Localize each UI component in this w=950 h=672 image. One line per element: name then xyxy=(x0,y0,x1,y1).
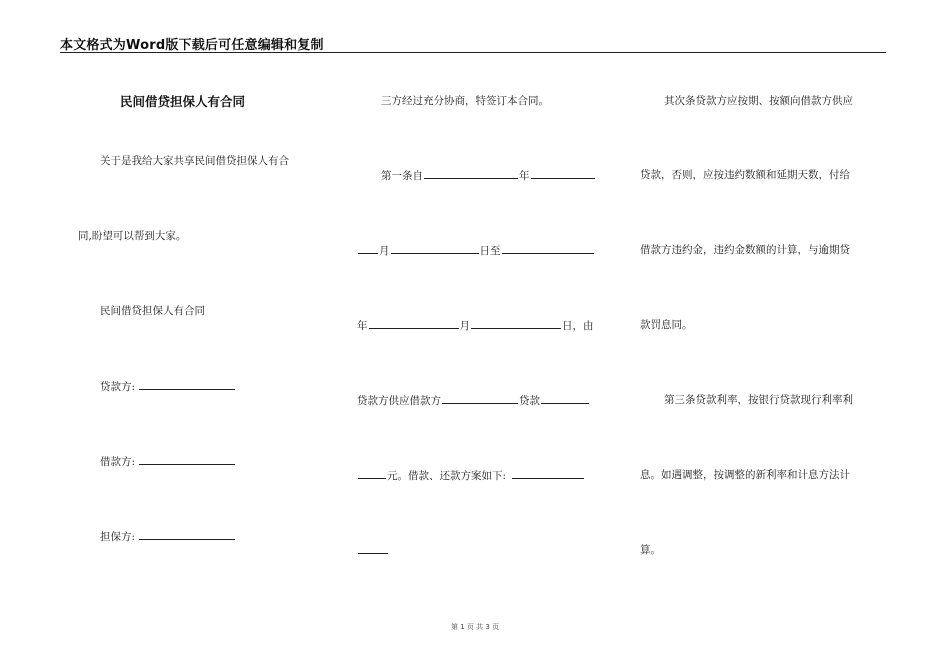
guarantor-blank xyxy=(139,529,235,540)
month-label: 月 xyxy=(379,245,390,257)
start-month-blank xyxy=(531,168,595,179)
supply-label: 贷款方供应借款方 xyxy=(357,395,441,407)
article1-label: 第一条自 xyxy=(381,170,423,182)
end-day-blank xyxy=(471,318,561,329)
col2-line-6 xyxy=(357,468,585,483)
end-year-label: 年 xyxy=(357,320,368,332)
col2-line-4 xyxy=(357,318,594,333)
end-month-blank xyxy=(369,318,459,329)
header-divider xyxy=(60,52,886,53)
col2-line-5 xyxy=(357,393,590,408)
end-month-label: 月 xyxy=(459,320,470,332)
lender-row xyxy=(100,379,236,394)
loan-purpose-blank xyxy=(442,393,518,404)
col3-line-6: 息。如遇调整，按调整的新利率和计息方法计 xyxy=(640,469,850,481)
trailing-blank xyxy=(358,543,388,554)
lender-blank xyxy=(139,379,235,390)
col2-line-1: 三方经过充分协商，特签订本合同。 xyxy=(381,95,549,107)
repayment-plan-label: 元。借款、还款方案如下: xyxy=(387,470,507,482)
guarantor-label: 担保方: xyxy=(100,531,136,543)
start-year-blank xyxy=(424,168,518,179)
end-day-label: 日，由 xyxy=(562,320,594,332)
document-subtitle: 民间借贷担保人有合同 xyxy=(100,305,205,317)
end-year-blank xyxy=(502,243,594,254)
col2-line-3 xyxy=(357,243,595,258)
day-to-label: 日至 xyxy=(479,245,501,257)
col3-line-1: 其次条贷款方应按期、按额向借款方供应 xyxy=(664,95,853,107)
loan-label: 贷款 xyxy=(519,395,540,407)
borrower-label: 借款方: xyxy=(100,456,136,468)
borrower-blank xyxy=(139,454,235,465)
year-label: 年 xyxy=(519,170,530,182)
col2-line-7 xyxy=(357,543,389,558)
month-prefix-blank xyxy=(358,243,378,254)
intro-line-2: 同,盼望可以帮到大家。 xyxy=(78,230,187,242)
col2-line-2 xyxy=(381,168,596,183)
page-indicator: 第 1 页 共 3 页 xyxy=(450,623,500,631)
document-title: 民间借贷担保人有合同 xyxy=(120,94,246,109)
col3-line-5: 第三条贷款利率，按银行贷款现行利率利 xyxy=(664,394,853,406)
col3-line-7: 算。 xyxy=(640,544,661,556)
intro-line-1: 关于是我给大家共享民间借贷担保人有合 xyxy=(100,155,289,167)
loan-amount-blank xyxy=(541,393,589,404)
col3-line-3: 借款方违约金，违约金数额的计算，与逾期贷 xyxy=(640,244,850,256)
borrower-row xyxy=(100,454,236,469)
col3-line-2: 贷款，否则，应按违约数额和延期天数，付给 xyxy=(640,169,850,181)
page-header: 本文格式为Word版下载后可任意编辑和复制 xyxy=(60,38,324,53)
guarantor-row xyxy=(100,529,236,544)
lender-label: 贷款方: xyxy=(100,381,136,393)
col3-line-4: 款罚息同。 xyxy=(640,319,693,331)
repayment-plan-blank xyxy=(512,468,584,479)
amount-prefix-blank xyxy=(358,468,386,479)
start-day-blank xyxy=(391,243,479,254)
